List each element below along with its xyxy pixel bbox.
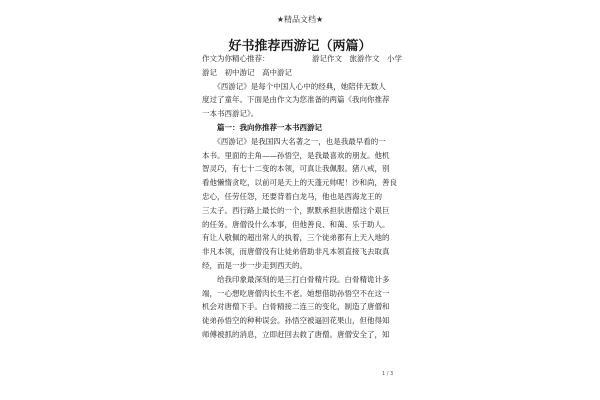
body-line: 有让人敬佩的超出常人的执着，三个徒弟都有上天入地的 (202, 233, 390, 243)
page-number: 1 / 3 (382, 371, 394, 377)
body-line: 度过了童年。下面是由作文为您准备的两篇《我向你推荐 (202, 95, 390, 105)
meta-intro-label: 作文为你精心推荐： (202, 54, 270, 63)
body-line: 非凡本领，而唐僧没有让徒弟借助非凡本领直接飞去取真 (202, 247, 390, 257)
body-line: 一本书西游记》。 (202, 109, 259, 119)
body-line: 本书。里面的主角——孙悟空，是我最喜欢的朋友。他机 (202, 150, 390, 160)
body-line: 《西游记》是我国四大名著之一，也是我最早看的一 (202, 136, 386, 146)
body-line: 机会对唐僧下手。白骨精接二连三的变化，制造了唐僧和 (202, 302, 390, 312)
document-title: 好书推荐西游记（两篇） (228, 39, 372, 54)
meta-tags-line1: 游记作文 旅游作文 小学 (312, 54, 402, 63)
body-line: 看他懒惰贪吃，以前可是天上的天蓬元帅呢！沙和尚，善良 (202, 178, 397, 188)
body-line: 徒弟孙悟空的种种误会。孙悟空被逼回花果山，但他得知 (202, 316, 390, 326)
body-line: 师傅被抓的消息，立即赶回去救了唐僧。唐僧安全了，知 (202, 329, 390, 339)
body-line: 的任务。唐僧没什么本事，但他善良、和蔼、乐于助人。 (202, 219, 390, 229)
body-line: 给我印象最深刻的是三打白骨精片段。白骨精诡计多 (202, 274, 390, 284)
body-line: 三太子。西行路上最长的一个，默默承担驮唐僧这个艰巨 (202, 205, 390, 215)
body-line: 端，一心想吃唐僧肉长生不老。她想借助孙悟空不在这一 (202, 288, 390, 298)
document-body (202, 52, 402, 342)
watermark-header: ★精品文档★ (276, 15, 324, 24)
body-line: 忠心，任劳任怨，还要背着白龙马，他也是西海龙王的 (202, 191, 382, 201)
section-heading: 篇一：我向你推荐一本书西游记 (202, 122, 322, 132)
body-line: 智灵巧，有七十二变的本领，可真让我佩服。猪八戒，别 (202, 164, 390, 174)
body-line: 《西游记》是每个中国人心中的经典，她陪伴无数人 (202, 81, 386, 91)
body-line: 经，而是一步一步走到西天的。 (202, 260, 307, 270)
meta-tags-line2: 游记 初中游记 高中游记 (202, 67, 292, 77)
meta-row (202, 52, 402, 66)
